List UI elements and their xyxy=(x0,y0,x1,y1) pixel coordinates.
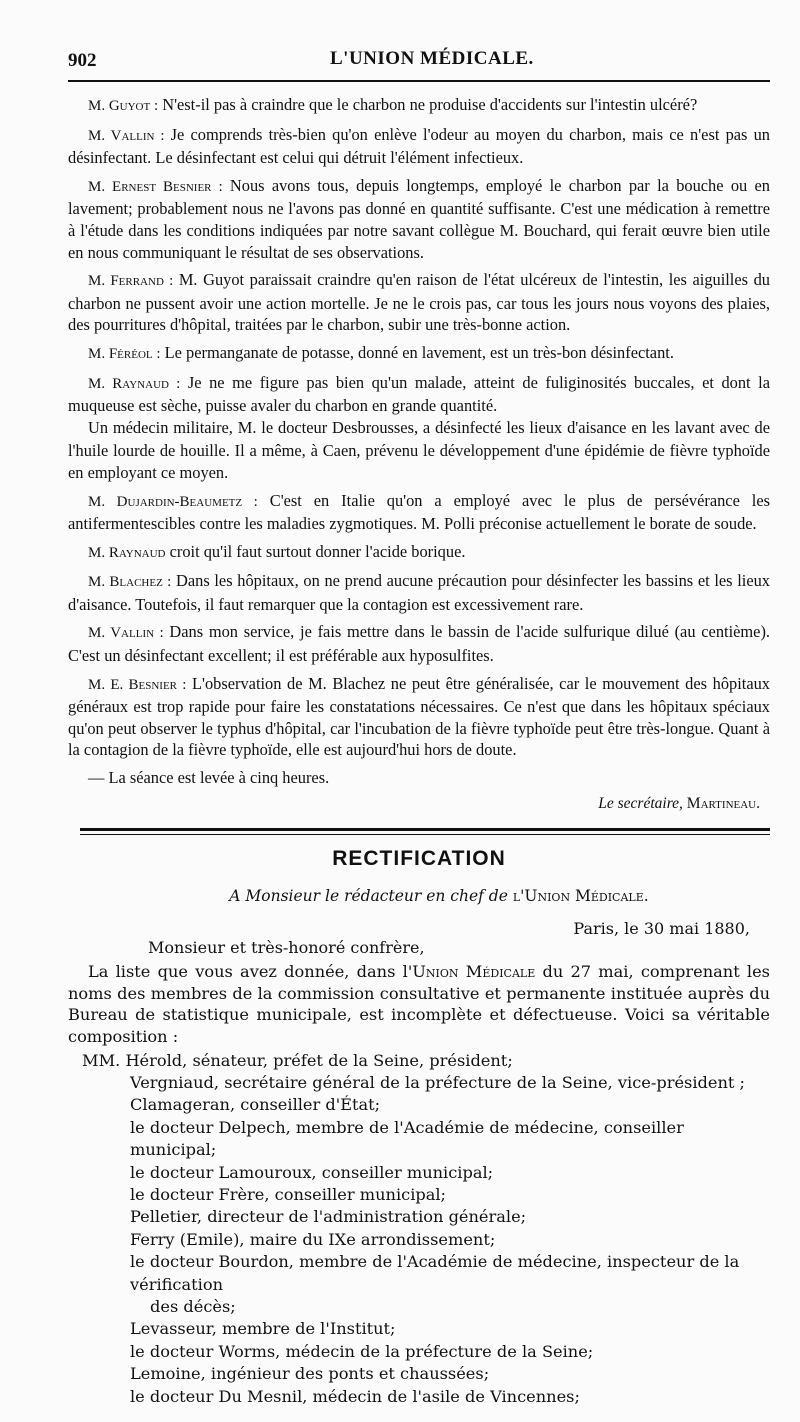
paragraph xyxy=(68,372,770,417)
page-number: 902 xyxy=(68,50,97,71)
paragraph-text: Je comprends très-bien qu'on enlève l'odeur au moyen du charbon, mais ce n'est pas un désinfectant. Le désinfectant est celui qui détruit l'élément infectieux. xyxy=(68,124,770,168)
list-item: Levasseur, membre de l'Institut; xyxy=(130,1319,396,1339)
paragraph-text: Un médecin militaire, M. le docteur Desbrousses, a désinfecté les lieux d'aisance en les lavant avec de l'huile lourde de houille. Il a même, à Caen, prévenu le développement d'une épidémie de fièvre typhoïde en employant ce moyen. xyxy=(68,417,770,482)
list-item: le docteur Delpech, membre de l'Académie de médecine, conseiller municipal; xyxy=(130,1117,684,1160)
letter-address xyxy=(108,887,770,905)
paragraph xyxy=(68,673,770,761)
letter-body-journal: Union Médicale xyxy=(412,962,536,982)
list-item: le docteur Bourdon, membre de l'Académie de médecine, inspecteur de la vérification xyxy=(130,1252,740,1294)
paragraph xyxy=(68,490,770,535)
paragraph xyxy=(68,541,770,565)
letter-dateline: Paris, le 30 mai 1880, xyxy=(573,919,750,939)
speaker-name: M. Ferrand : xyxy=(88,273,174,290)
list-item: Vergniaud, secrétaire général de la préfecture de la Seine, vice-président ; xyxy=(130,1073,745,1092)
paragraph xyxy=(68,175,770,263)
paragraph-text: Dans les hôpitaux, on ne prend aucune précaution pour désinfecter les bassins et les lieux d'aisance. Toutefois, il faut remarquer que la contagion est excessivement rare. xyxy=(68,571,770,614)
list-item: Lemoine, ingénieur des ponts et chaussées; xyxy=(130,1364,490,1384)
member-list xyxy=(68,1050,770,1409)
speaker-name: M. Dujardin-Beaumetz : xyxy=(88,493,258,510)
paragraph xyxy=(68,94,770,118)
paragraph-text: N'est-il pas à craindre que le charbon ne produise d'accidents sur l'intestin ulcéré? xyxy=(158,95,698,114)
letter-salutation: Monsieur et très-honoré confrère, xyxy=(148,938,425,958)
speaker-name: M. Guyot : xyxy=(88,98,159,114)
speaker-name: M. Raynaud : xyxy=(88,375,181,392)
speaker-name: M. Vallin : xyxy=(88,127,165,144)
speaker-name: M. Ernest Besnier : xyxy=(88,178,223,195)
list-item: Clamageran, conseiller d'État; xyxy=(130,1095,381,1115)
paragraph-text: Dans mon service, je fais mettre dans le bassin de l'acide sulfurique dilué (au centième). C'est un désinfectant excellent; il est préférable aux hyposulfites. xyxy=(68,622,770,666)
list-item: le docteur Lamouroux, conseiller municipal; xyxy=(130,1162,494,1182)
list-item: des décès; xyxy=(150,1297,236,1317)
signature xyxy=(68,793,760,815)
paragraph-text: C'est en Italie qu'on a employé avec le plus de persévérance les antifermentescibles contre les maladies zygmotiques. M. Polli préconise actuellement le borate de soude. xyxy=(68,490,770,534)
discussion-text xyxy=(68,94,770,814)
paragraph xyxy=(68,269,770,336)
speaker-name: M. Blachez : xyxy=(88,574,172,591)
paragraph-text: Le permanganate de potasse, donné en lavement, est un très-bon désinfectant. xyxy=(160,342,674,362)
section-title: RECTIFICATION xyxy=(332,847,506,871)
journal-title: L'UNION MÉDICALE. xyxy=(330,48,534,69)
paragraph xyxy=(68,417,770,484)
list-item: le docteur Worms, médecin de la préfecture de la Seine; xyxy=(130,1341,594,1361)
signature-name: Martineau. xyxy=(686,794,760,812)
address-journal: l'Union Médicale. xyxy=(512,887,649,906)
paragraph-text: Je ne me figure pas bien qu'un malade, atteint de fuliginosités buccales, et dont la muqueuse est sèche, puisse avaler du charbon en grande quantité. xyxy=(68,372,770,416)
list-item: le docteur Du Mesnil, médecin de l'asile de Vincennes; xyxy=(130,1386,580,1406)
speaker-name: M. Féréol : xyxy=(88,345,161,362)
list-item: MM. Hérold, sénateur, préfet de la Seine, président; xyxy=(82,1050,513,1070)
speaker-name: M. E. Besnier : xyxy=(88,676,187,693)
section-divider xyxy=(80,828,770,835)
paragraph xyxy=(68,342,770,366)
list-item: le docteur Frère, conseiller municipal; xyxy=(130,1185,447,1205)
list-item: Pelletier, directeur de l'administration générale; xyxy=(130,1207,527,1227)
paragraph-text: L'observation de M. Blachez ne peut être généralisée, car le mouvement des hôpitaux généraux est trop rapide pour faire les constatations nécessaires. Ce n'est que dans les hôpitaux spéciaux qu'on peut observer le typhus d'hôpital, car l'incubation de la fièvre typhoïde peut être très-longue. Quant à la contagion de la fièvre typhoïde, elle est aujourd'hui hors de doute. xyxy=(68,673,770,760)
paragraph-text: M. Guyot paraissait craindre qu'en raison de l'état ulcéreux de l'intestin, les aiguilles du charbon ne pussent avoir une action mortelle. Je ne le crois pas, car tous les jours nous voyons des plaies, des pourritures d'hôpital, traitées par le charbon, subir une très-bonne action. xyxy=(68,270,770,335)
speaker-name: M. Raynaud xyxy=(88,544,166,561)
letter-body-rest: du 27 mai, comprenant les noms des membres de la commission consultative et permanente instituée auprès du Bureau de statistique municipale, est incomplète et défectueuse. Voici sa véritable composition : xyxy=(68,962,770,1046)
session-closing: — La séance est levée à cinq heures. xyxy=(88,768,330,788)
letter-body-start: La liste que vous avez donnée, dans l' xyxy=(88,962,413,982)
paragraph-text: croit qu'il faut surtout donner l'acide borique. xyxy=(165,541,466,561)
speaker-name: M. Vallin : xyxy=(88,625,164,642)
page-header xyxy=(68,46,770,82)
list-item: Ferry (Emile), maire du IXe arrondissement; xyxy=(130,1229,496,1249)
paragraph-text: Nous avons tous, depuis longtemps, employé le charbon par la bouche ou en lavement; probablement nous ne l'avons pas donné en quantité suffisante. C'est une médication à remettre à l'étude dans les conditions indiquées par notre savant collègue M. Bouchard, qui ferait œuvre bien utile en nous communiquant le résultat de ses observations. xyxy=(68,175,770,262)
letter-body xyxy=(68,961,770,1047)
address-text: A Monsieur le rédacteur en chef de xyxy=(229,887,508,906)
paragraph xyxy=(68,570,770,615)
paragraph xyxy=(68,124,770,169)
paragraph xyxy=(68,621,770,666)
signature-role: Le secrétaire, xyxy=(598,794,683,812)
